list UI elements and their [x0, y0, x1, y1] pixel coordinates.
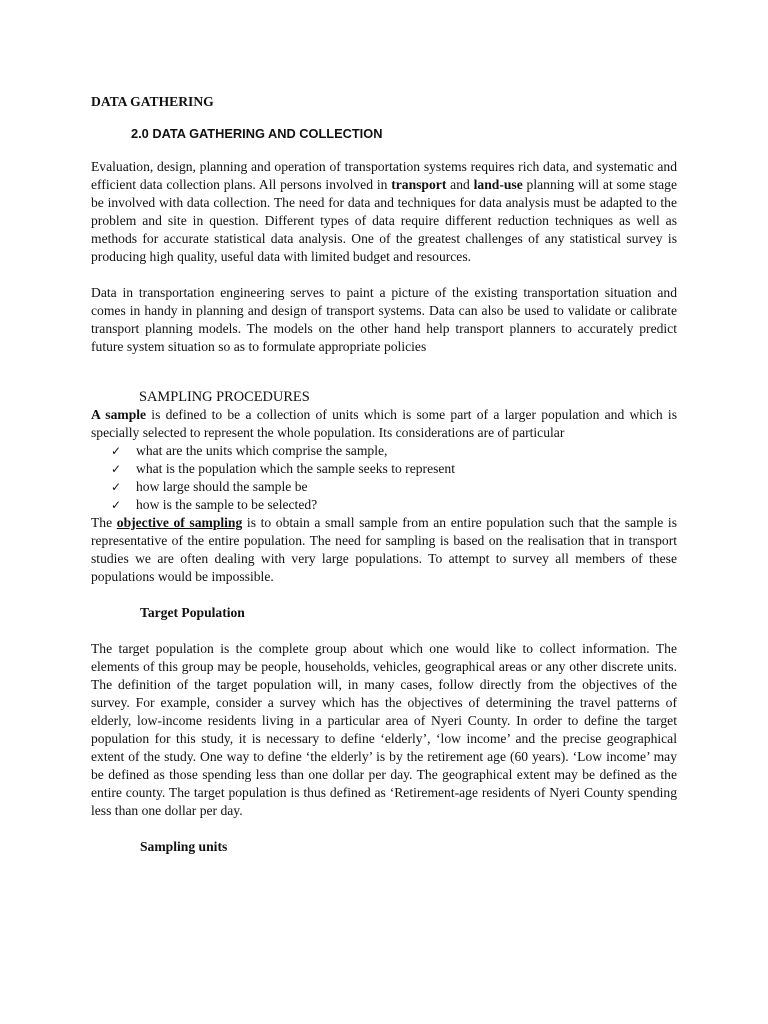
list-item	[111, 478, 677, 496]
intro-text-mid: and	[446, 177, 474, 192]
list-item-text: how is the sample to be selected?	[136, 497, 318, 512]
target-population-heading: Target Population	[140, 605, 245, 620]
list-item-text: what are the units which comprise the sample,	[136, 443, 388, 458]
sample-definition-text: is defined to be a collection of units which is some part of a larger population and which is specially selected to represent the whole population. Its considerations are of particular	[91, 407, 677, 440]
term-land-use: land-use	[473, 177, 523, 192]
checkmark-icon: ✓	[111, 444, 122, 458]
considerations-list	[91, 442, 677, 514]
target-population-paragraph: The target population is the complete group about which one would like to collect information. The elements of this group may be people, households, vehicles, geographical areas or any other discrete units. The definition of the target population will, in many cases, follow directly from the objectives of the survey. For example, consider a survey which has the objectives of determining the travel patterns of elderly, low-income residents living in a particular area of Nyeri County. In order to define the target population for this study, it is necessary to define ‘elderly’, ‘low income’ and the precise geographical extent of the study. One way to define ‘the elderly’ is by the retirement age (60 years). ‘Low income’ may be defined as those spending less than one dollar per day. The geographical extent may be defined as the entire county. The target population is thus defined as ‘Retirement-age residents of Nyeri County spending less than one dollar per day.	[91, 641, 677, 818]
spacer	[91, 356, 677, 388]
section-title: 2.0 DATA GATHERING AND COLLECTION	[131, 126, 383, 141]
list-item-text: how large should the sample be	[136, 479, 308, 494]
term-a-sample: A sample	[91, 407, 147, 422]
list-item	[111, 496, 677, 514]
sampling-heading: SAMPLING PROCEDURES	[139, 389, 310, 405]
list-item-text: what is the population which the sample seeks to represent	[136, 461, 455, 476]
data-role-paragraph: Data in transportation engineering serves to paint a picture of the existing transportation situation and comes in handy in planning and design of transport systems. Data can also be used to validate or calibrate transport planning models. The models on the other hand help transport planners to accurately predict future system situation so as to formulate appropriate policies	[91, 285, 677, 354]
checkmark-icon: ✓	[111, 498, 122, 512]
list-item	[111, 442, 677, 460]
intro-text-post: planning will at some stage be involved with data collection. The need for data and techniques for data analysis must be adapted to the problem and site in question. Different types of data require different reduction techniques as well as methods for accurate statistical data analysis. One of the greatest challenges of any statistical survey is producing high quality, useful data with limited budget and resources.	[91, 177, 677, 264]
document-title: DATA GATHERING	[91, 94, 214, 109]
intro-text-pre: Evaluation, design, planning and operation of transportation systems requires rich data, and systematic and efficient data collection plans. All persons involved in	[91, 159, 677, 192]
checkmark-icon: ✓	[111, 462, 122, 476]
objective-paragraph	[91, 514, 677, 586]
spacer	[91, 586, 677, 604]
intro-paragraph	[91, 158, 677, 266]
list-item	[111, 460, 677, 478]
spacer	[91, 266, 677, 284]
spacer	[91, 820, 677, 838]
objective-text-pre: The	[91, 515, 117, 530]
sample-definition-paragraph	[91, 406, 677, 442]
term-objective-of-sampling: objective of sampling	[116, 515, 243, 530]
term-transport: transport	[391, 177, 447, 192]
objective-text: is to obtain a small sample from an entire population such that the sample is representative of the entire population. The need for sampling is based on the realisation that in transport studies we are often dealing with very large populations. To attempt to survey all members of these populations would be impossible.	[91, 515, 677, 584]
sampling-units-heading: Sampling units	[140, 839, 228, 854]
checkmark-icon: ✓	[111, 480, 122, 494]
